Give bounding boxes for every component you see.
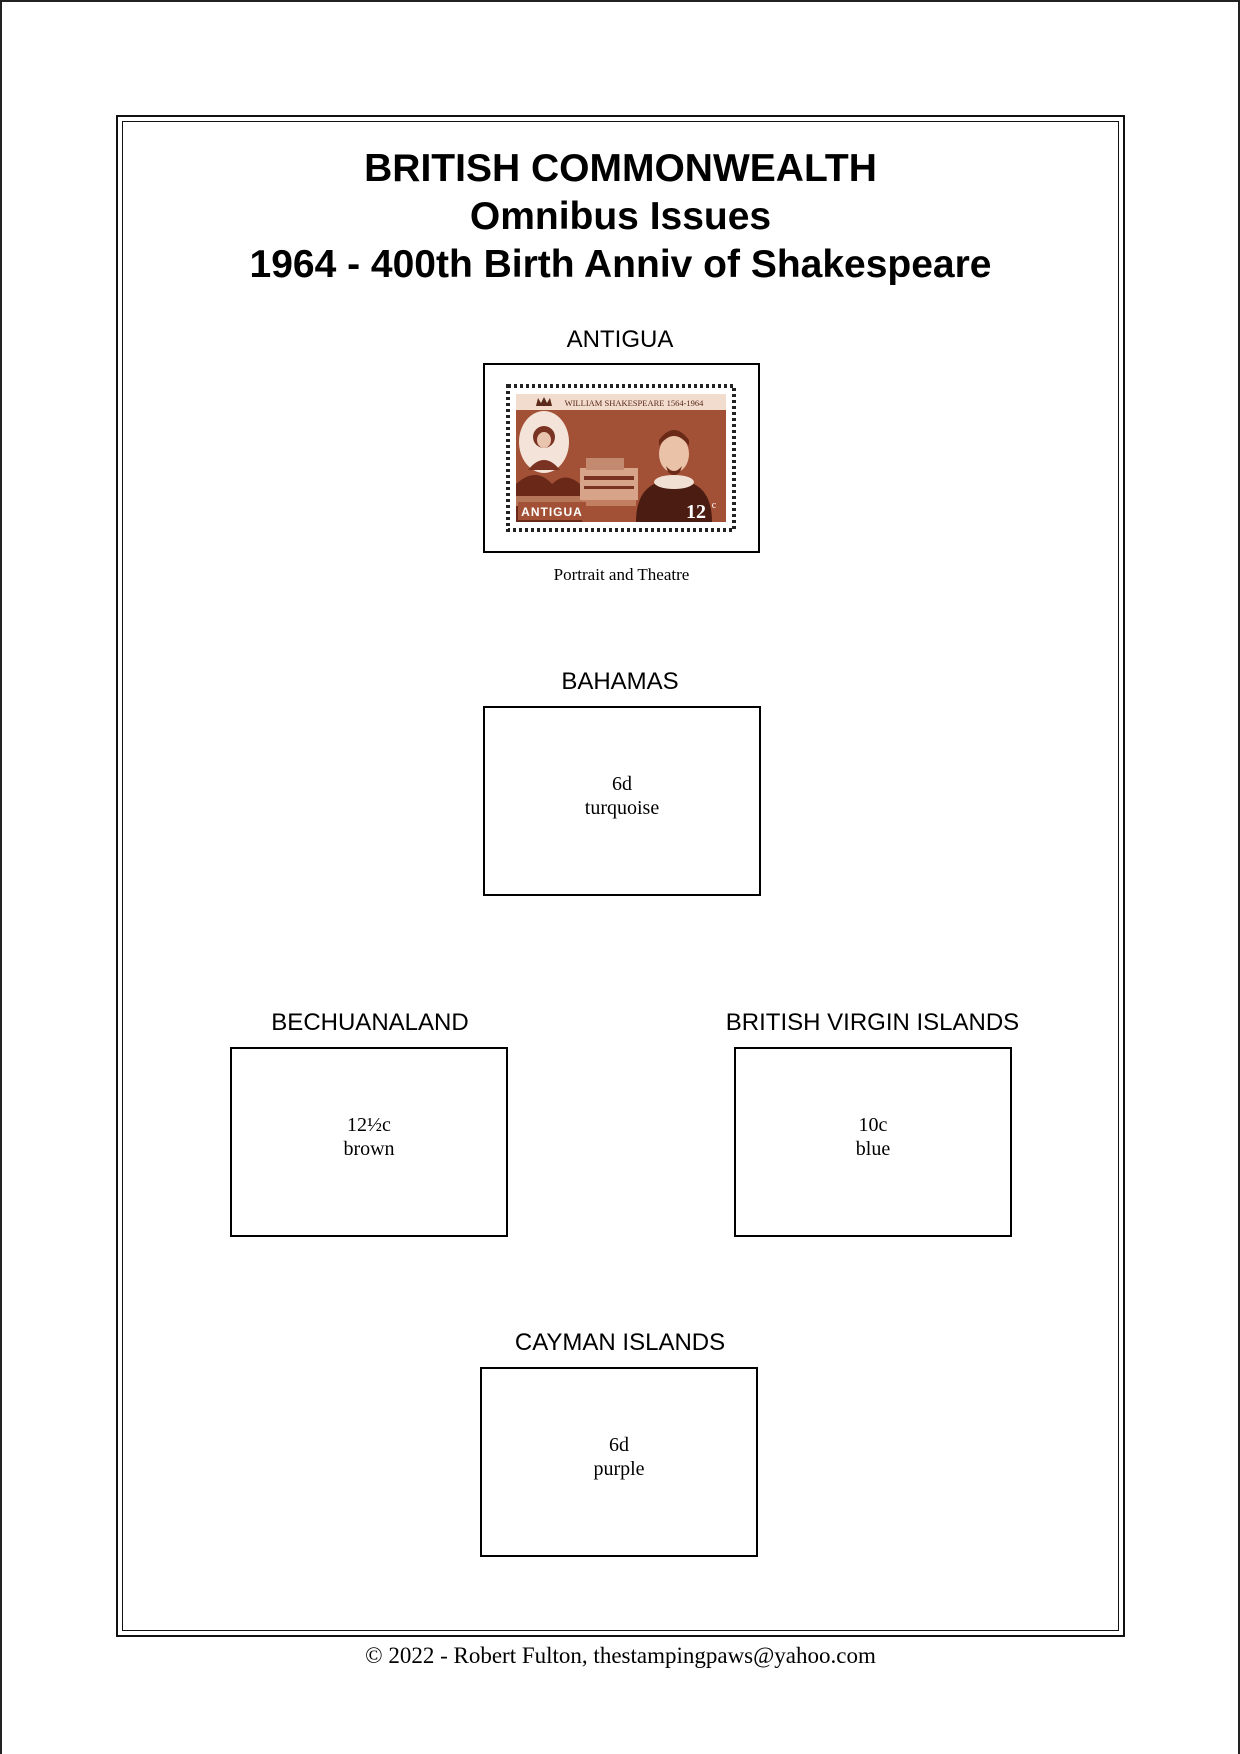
stamp-color-bvi: blue xyxy=(855,1138,891,1160)
country-label-bechuanaland: BECHUANALAND xyxy=(271,1009,469,1036)
stamp-description-bvi xyxy=(736,1113,1010,1161)
country-label-bahamas: BAHAMAS xyxy=(561,668,679,695)
stamp-color-cayman: purple xyxy=(593,1458,645,1480)
stamp-mount-bahamas xyxy=(483,706,761,896)
copyright-footer: © 2022 - Robert Fulton, thestampingpaws@yahoo.com xyxy=(365,1643,876,1668)
stamp-color-bahamas: turquoise xyxy=(584,797,660,819)
stamp-country-text: ANTIGUA xyxy=(521,505,583,519)
stamp-description-cayman xyxy=(482,1433,756,1481)
stamp-value-bahamas: 6d xyxy=(612,773,632,795)
stamp-value-suffix: c xyxy=(711,500,717,511)
issue-title: 1964 - 400th Birth Anniv of Shakespeare xyxy=(249,243,992,286)
stamp-color-bechuanaland: brown xyxy=(343,1138,395,1160)
stamp-mount-cayman xyxy=(480,1367,758,1557)
stamp-image-antigua xyxy=(506,384,736,532)
stamp-mount-bechuanaland xyxy=(230,1047,508,1237)
stamp-description-bahamas xyxy=(485,772,759,820)
page-edge-left xyxy=(0,0,2,1754)
country-label-antigua: ANTIGUA xyxy=(566,326,674,353)
caption-antigua: Portrait and Theatre xyxy=(553,565,690,584)
page-subtitle: Omnibus Issues xyxy=(469,195,772,238)
stamp-top-text: WILLIAM SHAKESPEARE 1564-1964 xyxy=(564,398,704,408)
stamp-value-bechuanaland: 12½c xyxy=(347,1114,391,1136)
stamp-value-cayman: 6d xyxy=(609,1434,629,1456)
stamp-value-bvi: 10c xyxy=(858,1114,888,1136)
page-edge-top xyxy=(0,0,1240,2)
page-title: BRITISH COMMONWEALTH xyxy=(364,147,877,190)
country-label-cayman: CAYMAN ISLANDS xyxy=(514,1329,726,1356)
stamp-mount-bvi xyxy=(734,1047,1012,1237)
country-label-bvi: BRITISH VIRGIN ISLANDS xyxy=(725,1009,1020,1036)
stamp-value-text: 12 xyxy=(686,501,706,523)
stamp-description-bechuanaland xyxy=(232,1113,506,1161)
